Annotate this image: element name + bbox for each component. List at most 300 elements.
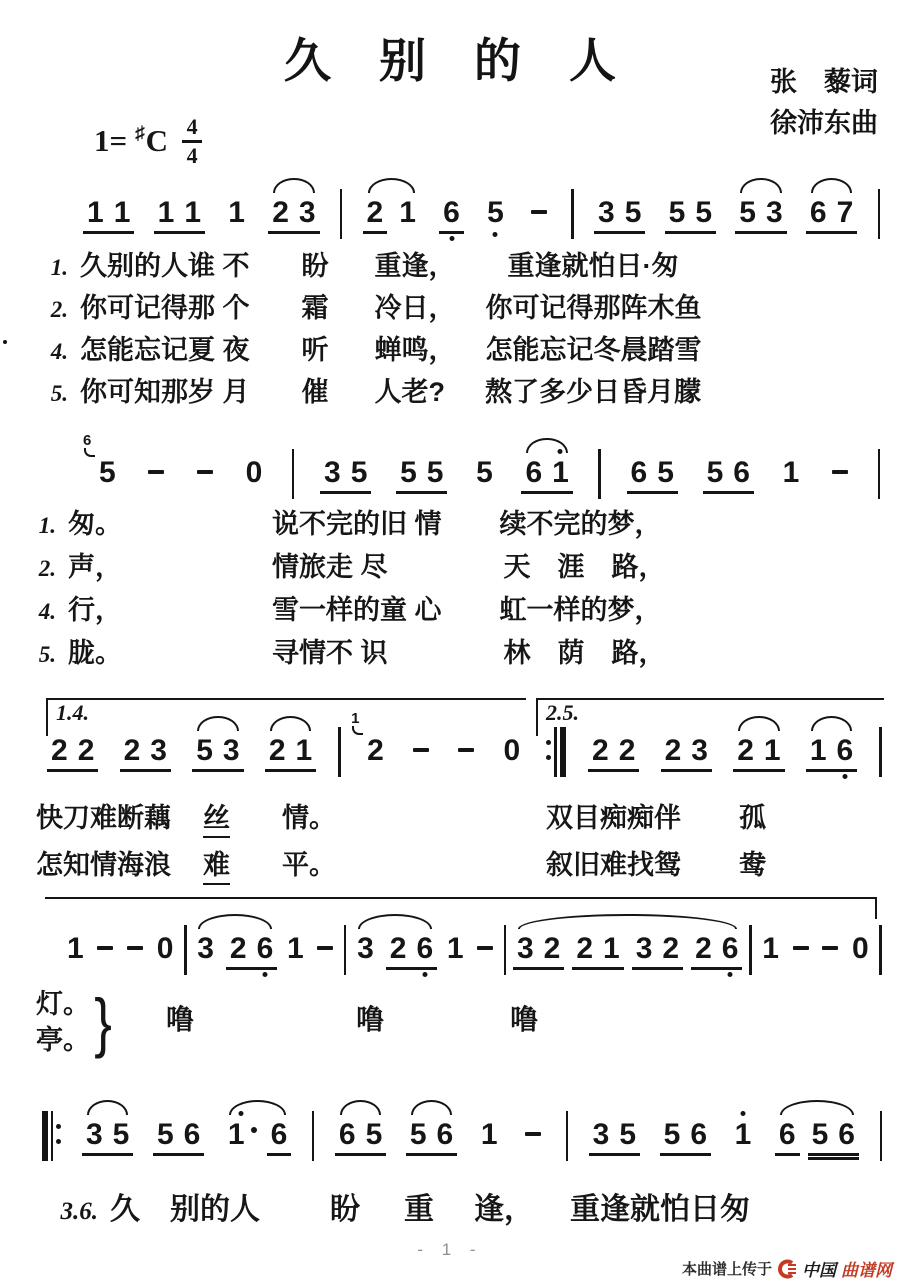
lyric-segment: 催: [301, 377, 329, 407]
dash-note: [528, 196, 550, 230]
lyric-row: [12, 286, 702, 328]
lyric-segment: 双目痴痴伴: [546, 803, 681, 833]
barline-thin: [571, 196, 573, 239]
lyric-segment: 你可知那岁 月: [80, 377, 250, 407]
lyric-segment: 寻情不 识: [272, 638, 388, 668]
underline-beam: [594, 231, 645, 234]
barline-thin: [749, 932, 751, 975]
verse-number: 5.: [38, 642, 56, 667]
lyric-segment: 冷日，: [374, 293, 456, 323]
lyric-segment: 情。: [282, 803, 336, 833]
beam-group: [736, 196, 785, 230]
barline: [340, 189, 342, 239]
repeat-dot: [546, 755, 551, 760]
lyric-segment: 鸯: [739, 850, 766, 880]
lyric-row: [12, 244, 702, 286]
lyric-segment: 难: [203, 843, 230, 885]
beam-group: [269, 196, 318, 230]
note-digit-3: 3: [298, 196, 316, 229]
lyric-segment: 久: [110, 1193, 140, 1226]
note-digit-3: 3: [765, 196, 783, 229]
underline-beam: [665, 231, 716, 234]
beam-group: [154, 1118, 203, 1152]
verse-number: 3.6.: [60, 1198, 98, 1225]
underline-beam: [588, 769, 639, 772]
verse-number: 2.: [50, 297, 68, 322]
verse-number: 4.: [50, 339, 68, 364]
barline: [878, 189, 880, 239]
lyric-row: [0, 545, 666, 588]
lyric-segment: 快刀难断藕: [36, 803, 171, 833]
note-digit-2: 2: [737, 734, 754, 767]
lyric-segment: 行，: [68, 595, 122, 625]
beam-group: [266, 734, 315, 768]
note-digit-2: 2: [389, 932, 407, 965]
note-digit-1: 1: [603, 932, 620, 965]
lyric-segment: 怎能忘记冬晨踏雪: [485, 335, 702, 365]
lyric-segment: 噜: [166, 1004, 195, 1035]
note-digit-2: 2: [576, 932, 594, 965]
key-signature: [94, 116, 202, 167]
beam-group: [364, 196, 387, 230]
low-octave-dot: [422, 972, 427, 977]
underline-beam: [47, 769, 98, 772]
lyric-segment: 久别的人谁 不: [80, 251, 250, 281]
lyric-segment: 噜: [356, 1004, 385, 1035]
lyric-segment: 雪一样的童 心: [272, 595, 442, 625]
slur-group: [225, 1118, 290, 1152]
note-digit-2: 2: [592, 734, 609, 767]
note-digit-6: 6: [413, 932, 436, 966]
note-digit-5: 5: [619, 1118, 637, 1151]
note-digit-5: 5: [365, 1118, 383, 1151]
note-digit-3: 3: [357, 932, 374, 965]
beam-group: [692, 932, 741, 966]
music-line-5: [42, 1118, 882, 1158]
lyric-segment: 怎能忘记夏 夜: [80, 335, 250, 365]
underline-beam: [363, 231, 388, 234]
beam-group: [590, 1118, 639, 1152]
note-digit-1: 1: [67, 932, 84, 965]
low-octave-dot: [842, 774, 847, 779]
key-prefix: 1=: [94, 123, 128, 159]
note-digit-5: 5: [739, 196, 756, 229]
volta-label-2-5: 2.5.: [546, 700, 579, 725]
lyric-segment: 蝉鸣，: [374, 335, 456, 365]
slur-group: [514, 932, 742, 966]
repeat-dots: [56, 1124, 61, 1144]
beam-group: [407, 1118, 456, 1152]
note-digit-6: 6: [630, 456, 648, 489]
lyrics-block-3-left: [36, 796, 336, 890]
underline-beam: [806, 769, 857, 772]
barline-thin: [878, 196, 880, 239]
note-digit-1: 1: [113, 196, 131, 229]
barline-rs: [42, 1118, 61, 1161]
note-digit-7: 7: [836, 196, 854, 229]
meter-denominator: 4: [186, 142, 198, 168]
note-digit-3: 3: [222, 734, 240, 767]
lyric-segment: 怎知情海浪: [36, 850, 171, 880]
underline-beam: [153, 1153, 204, 1156]
underline-beam: [268, 231, 319, 234]
note-digit-2: 2: [229, 932, 247, 965]
barline-thin: [184, 932, 186, 975]
note-digit-1: 1: [87, 196, 104, 229]
dash-note: [819, 932, 841, 966]
underline-beam: [521, 491, 572, 494]
barline: [51, 1111, 53, 1161]
note-digit-3: 3: [691, 734, 708, 767]
dash-glyph: [127, 946, 143, 950]
slur-group: [354, 932, 436, 966]
segno-dot: [3, 340, 7, 344]
beam-group: [193, 734, 242, 768]
underline-beam: [265, 769, 316, 772]
note-digit-1: 1: [782, 456, 800, 489]
lyric-segment: 你可记得那 个: [80, 293, 250, 323]
note-digit-6: 6: [838, 1118, 855, 1151]
low-octave-dot: [493, 232, 498, 237]
note-digit-5: 5: [350, 456, 368, 489]
music-line-4: [64, 932, 882, 972]
note-digit-6: 6: [733, 456, 750, 489]
barline: [184, 925, 186, 975]
beam-group: [734, 734, 783, 768]
lyric-segment: 续不完的梦，: [499, 509, 662, 539]
repeat-dot: [546, 740, 551, 745]
note-digit-3: 3: [85, 1118, 103, 1151]
note-digit-3: 3: [598, 196, 615, 229]
barline: [571, 189, 573, 239]
verse-number: 1.: [50, 255, 68, 280]
underline-beam: [572, 967, 623, 970]
underline-beam: [439, 231, 464, 234]
beam-group: [661, 1118, 710, 1152]
lyric-segment: 你可记得那阵木鱼: [485, 293, 702, 323]
note-digit-3: 3: [150, 734, 167, 767]
barline: [292, 449, 294, 499]
beam-group: [807, 734, 856, 768]
note-digit-5: 5: [196, 734, 213, 767]
low-octave-dot: [262, 972, 267, 977]
note-digit-2: 2: [695, 932, 712, 965]
beam-group: [628, 456, 677, 490]
note-digit-6: 6: [834, 734, 857, 768]
barline-thin: [878, 456, 880, 499]
note-digit-1: 1: [480, 1118, 498, 1151]
underline-beam: [632, 967, 683, 970]
note-digit-2: 2 1: [351, 710, 384, 767]
beam-group: [121, 734, 170, 768]
lyric-segment: 人老?: [374, 377, 446, 407]
barline: [566, 1111, 568, 1161]
dash-glyph: [525, 1132, 541, 1136]
lyrics-block-3-right: [546, 796, 766, 890]
lyric-segment: 叙旧难找鸳: [546, 850, 681, 880]
verse-number: 5.: [50, 381, 68, 406]
barline: [312, 1111, 314, 1161]
site-logo-icon: [777, 1259, 797, 1279]
volta-continuation-line: [45, 897, 877, 919]
underline-beam: [660, 1153, 711, 1156]
dash-note: [410, 734, 432, 768]
dash-glyph: [148, 470, 164, 474]
lyric-row: [12, 370, 702, 412]
time-signature: [182, 116, 202, 167]
beam-group: [662, 734, 711, 768]
note-digit-1: 1: [763, 734, 781, 767]
note-digit-1: 1: [549, 456, 572, 490]
beam-group: [589, 734, 638, 768]
music-line-2: [83, 432, 880, 496]
dash-note: [314, 932, 336, 966]
note-digit-5: 5: [657, 456, 674, 489]
site-name-red: 曲谱网: [841, 1261, 892, 1280]
barline-thin: [879, 932, 881, 975]
underline-beam: [733, 769, 784, 772]
note-digit-5: 5: [663, 1118, 681, 1151]
grace-note: 6: [83, 433, 95, 457]
note-digit-0: 0: [245, 456, 263, 489]
underline-beam: [396, 491, 447, 494]
underline-beam: [808, 1157, 859, 1160]
note-digit-0: 0: [852, 932, 869, 965]
note-digit-5: 5: [112, 1118, 130, 1151]
lyric-row: [0, 631, 666, 674]
slur-group: [776, 1118, 858, 1152]
high-octave-dot: [239, 1111, 244, 1116]
note-digit-2: 2: [366, 196, 384, 229]
barline-thin: [312, 1118, 314, 1161]
barline: [879, 727, 881, 777]
repeat-dot: [56, 1124, 61, 1129]
lyric-segment: 胧。: [68, 638, 122, 668]
note-digit-1: 1: [228, 196, 245, 229]
stacked-word: 灯。: [36, 989, 90, 1019]
brace-glyph: }: [94, 985, 112, 1059]
lyric-segment: 情旅走 尽: [272, 552, 388, 582]
beam-group: [84, 196, 133, 230]
lyric-segment: 林 荫 路，: [503, 638, 666, 668]
dash-glyph: [97, 946, 113, 950]
note-digit-2: 2: [662, 932, 680, 965]
dash-glyph: [477, 946, 493, 950]
beam-group: [268, 1118, 291, 1152]
barline: [554, 727, 556, 777]
stacked-words: [36, 986, 90, 1058]
note-digit-1: 1: [225, 1118, 258, 1152]
underline-beam: [627, 491, 678, 494]
note-digit-1: 1: [399, 196, 416, 229]
dash-note: [829, 456, 851, 490]
lyrics-block-5: [36, 1184, 750, 1230]
beam-group: [155, 196, 204, 230]
lyric-segment: 熬了多少日昏月朦: [485, 377, 702, 407]
lyric-segment: 丝: [203, 796, 230, 838]
lyrics-block-1: [12, 244, 702, 412]
low-octave-dot: [449, 236, 454, 241]
lyric-segment: 噜: [510, 1004, 539, 1035]
note-digit-5: 5: [409, 1118, 427, 1151]
song-title: 久别的人: [284, 36, 664, 88]
underline-beam: [775, 1153, 800, 1156]
note-digit-2: 2: [543, 932, 561, 965]
lyrics-block-4: [36, 986, 538, 1058]
lyric-row: [0, 588, 666, 631]
barline-thin: [504, 932, 506, 975]
grace-hook: [352, 726, 363, 735]
lyric-segment: 平。: [282, 850, 336, 880]
note-digit-5: 5: [695, 196, 713, 229]
verse-number: 4.: [38, 599, 56, 624]
beam-group: [573, 932, 622, 966]
grace-note: 1: [351, 711, 363, 735]
dash-glyph: [458, 748, 474, 752]
note-digit-6: 6: [436, 1118, 454, 1151]
note-digit-6: 6: [183, 1118, 201, 1151]
lyric-row: [546, 796, 766, 843]
site-watermark: [682, 1256, 892, 1281]
note-digit-5: 5 6: [83, 432, 116, 489]
underline-beam: [386, 967, 437, 970]
sharp-sign: ♯: [135, 123, 145, 145]
beam-group: [83, 1118, 132, 1152]
beam-group: [321, 456, 370, 490]
underline-beam: [691, 967, 742, 970]
beam-group: [704, 456, 753, 490]
underline-beam: [267, 1153, 292, 1156]
note-digit-0: 0: [156, 932, 174, 965]
volta-label-1-4: 1.4.: [56, 700, 89, 725]
underline-beam: [513, 967, 564, 970]
meter-numerator: 4: [186, 114, 198, 139]
augmentation-dot: [251, 1127, 257, 1133]
lyric-segment: 重逢就怕日·匆: [507, 251, 679, 281]
lyric-segment: 逢，: [474, 1193, 534, 1226]
beam-group: [48, 734, 97, 768]
underline-beam: [226, 967, 277, 970]
dash-glyph: [822, 946, 838, 950]
note-digit-5: 5: [668, 196, 686, 229]
beam-group: [336, 1118, 385, 1152]
lyric-segment: 匆。: [68, 509, 122, 539]
barline-thin: [340, 196, 342, 239]
lyric-row: [0, 502, 666, 545]
barline-thick: [42, 1111, 48, 1161]
barline-re: [546, 734, 565, 777]
lu-syllables: [114, 998, 538, 1038]
note-digit-5: 5: [811, 1118, 829, 1151]
underline-beam: [82, 1153, 133, 1156]
barline-thin: [344, 932, 346, 975]
note-digit-5: 5: [156, 1118, 174, 1151]
slur-group: [194, 932, 276, 966]
barline-thin: [292, 456, 294, 499]
underline-beam: [735, 231, 786, 234]
underline-beam: [120, 769, 171, 772]
barline-thin: [880, 1118, 882, 1161]
note-digit-6: 6: [338, 1118, 356, 1151]
dash-note: [455, 734, 477, 768]
dash-note: [194, 456, 216, 490]
note-digit-5: 5: [624, 196, 642, 229]
lyric-segment: 盼: [301, 251, 329, 281]
barline: [880, 1111, 882, 1161]
lyric-row: [12, 328, 702, 370]
dash-note: [790, 932, 812, 966]
beam-group: [227, 932, 276, 966]
dash-glyph: [413, 748, 429, 752]
note-digit-5: 5: [426, 456, 444, 489]
note-digit-3: 3: [592, 1118, 610, 1151]
lyric-row: [546, 843, 766, 890]
note-digit-3: 3: [516, 932, 534, 965]
lyric-segment: 霜: [301, 293, 329, 323]
beam-group: [807, 196, 856, 230]
note-digit-2: 2: [272, 196, 289, 229]
note-digit-5: 5: [400, 456, 417, 489]
beam-group: [514, 932, 563, 966]
barline-thin: [338, 734, 340, 777]
note-digit-6: 6: [809, 196, 827, 229]
beam-group: [666, 196, 715, 230]
note-digit-6: 6: [778, 1118, 796, 1151]
barline: [879, 925, 881, 975]
beam-group: [633, 932, 682, 966]
music-line-1: [84, 196, 880, 236]
underline-beam: [406, 1153, 457, 1156]
high-octave-dot: [740, 1111, 745, 1116]
underline-beam: [335, 1153, 386, 1156]
barline: [878, 449, 880, 499]
note-digit-5: 5: [476, 456, 493, 489]
lyric-segment: 孤: [739, 803, 766, 833]
lyric-segment: 重逢就怕日匆: [570, 1193, 750, 1226]
beam-group: [387, 932, 436, 966]
lyricist-credit: 张 藜词: [770, 67, 878, 97]
underline-beam: [806, 231, 857, 234]
dash-note: [522, 1118, 544, 1152]
repeat-dots: [546, 740, 551, 760]
dash-note: [94, 932, 116, 966]
beam-group: [776, 1118, 799, 1152]
lyric-segment: 别的人: [170, 1193, 260, 1226]
grace-hook: [84, 448, 95, 457]
underline-beam: [320, 491, 371, 494]
lyric-segment: 天 涯 路，: [503, 552, 666, 582]
beam-group: [397, 456, 446, 490]
barline-thin: [566, 1118, 568, 1161]
note-digit-1: 1: [184, 196, 202, 229]
lyric-segment: 说不完的旧 情: [272, 509, 442, 539]
page-number: - 1 -: [417, 1240, 483, 1259]
site-name-black: 中国: [802, 1261, 836, 1280]
note-digit-0: 0: [503, 734, 521, 767]
barline: [749, 925, 751, 975]
lyric-segment: 听: [301, 335, 329, 365]
key-letter: C: [145, 123, 169, 159]
lyrics-block-2: [0, 502, 666, 674]
underline-beam: [661, 769, 712, 772]
note-digit-6: 6: [719, 932, 742, 966]
beam-group: [595, 196, 644, 230]
note-digit-1: 1: [732, 1118, 755, 1152]
lyric-segment: 重: [404, 1193, 434, 1226]
barline-thin: [879, 734, 881, 777]
low-octave-dot: [728, 972, 733, 977]
verse-number: 1.: [38, 513, 56, 538]
